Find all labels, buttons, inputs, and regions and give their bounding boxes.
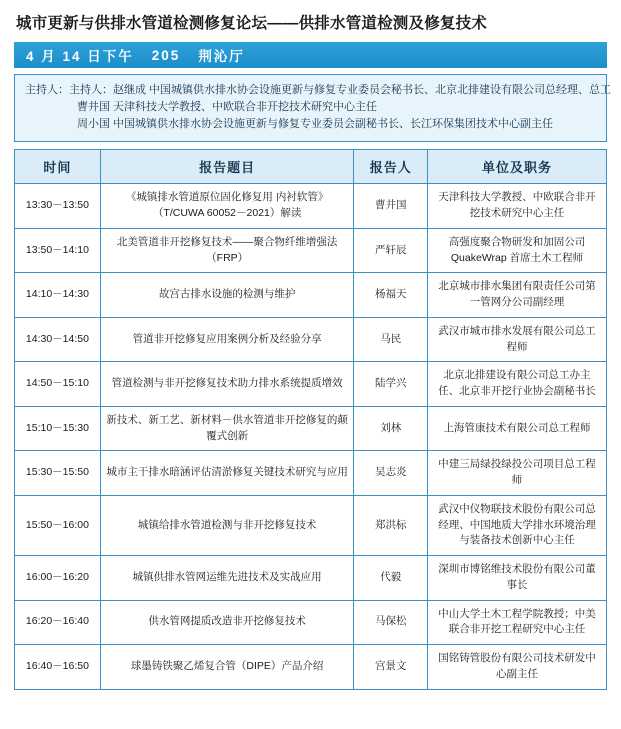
session-room-number: 205 (151, 47, 181, 63)
cell-speaker: 宫景文 (354, 645, 428, 690)
cell-time: 14:10－14:30 (15, 273, 101, 318)
cell-speaker: 曹井国 (354, 184, 428, 229)
cell-topic: 管道检测与非开挖修复技术助力排水系统提质增效 (100, 362, 354, 407)
session-room-name: 荆沁厅 (198, 49, 245, 65)
agenda-table (14, 149, 607, 689)
cell-speaker: 陆学兴 (354, 362, 428, 407)
cell-speaker: 代毅 (354, 556, 428, 601)
table-row (15, 556, 607, 601)
cell-topic: 城市主干排水暗涵评估清淤修复关键技术研究与应用 (100, 451, 354, 496)
cell-speaker: 杨福天 (354, 273, 428, 318)
table-row (15, 495, 607, 555)
cell-speaker: 吴志炎 (354, 451, 428, 496)
table-header-row (15, 150, 607, 184)
cell-topic: 城镇给排水管道检测与非开挖修复技术 (100, 495, 354, 555)
cell-time: 16:40－16:50 (15, 645, 101, 690)
column-header-organization: 单位及职务 (428, 150, 607, 184)
cell-topic: 北美管道非开挖修复技术——聚合物纤维增强法（FRP） (100, 228, 354, 273)
host-line-1: 主持人：主持人：赵继成 中国城镇供水排水协会设施更新与修复专业委员会秘书长、北京北排建设有限公司总经理、总工 (25, 84, 612, 97)
column-header-speaker: 报告人 (354, 150, 428, 184)
table-row (15, 406, 607, 451)
session-header-bar (14, 42, 607, 68)
cell-time: 15:10－15:30 (15, 406, 101, 451)
cell-organization: 高强度聚合物研发和加固公司QuakeWrap 首席土木工程师 (428, 228, 607, 273)
cell-organization: 中山大学土木工程学院教授；中美联合非开挖工程研究中心主任 (428, 600, 607, 645)
cell-time: 16:00－16:20 (15, 556, 101, 601)
table-row (15, 362, 607, 407)
cell-organization: 上海管康技术有限公司总工程师 (428, 406, 607, 451)
cell-organization: 武汉中仪物联技术股份有限公司总经理、中国地质大学排水环境治理与装备技术创新中心主任 (428, 495, 607, 555)
column-header-topic: 报告题目 (100, 150, 354, 184)
table-row (15, 184, 607, 229)
session-date: 4 月 14 日下午 (26, 49, 134, 65)
cell-topic: 故宫古排水设施的检测与维护 (100, 273, 354, 318)
page-title: 城市更新与供排水管道检测修复论坛——供排水管道检测及修复技术 (16, 15, 488, 32)
cell-time: 13:30－13:50 (15, 184, 101, 229)
table-row (15, 273, 607, 318)
column-header-time: 时间 (15, 150, 101, 184)
cell-speaker: 马保松 (354, 600, 428, 645)
cell-topic: 《城镇排水管道原位固化修复用 内衬软管》（T/CUWA 60052－2021）解读 (100, 184, 354, 229)
cell-organization: 北京北排建设有限公司总工办主任、北京非开挖行业协会副秘书长 (428, 362, 607, 407)
table-row (15, 317, 607, 362)
cell-topic: 供水管网提质改造非开挖修复技术 (100, 600, 354, 645)
cell-organization: 天津科技大学教授、中欧联合非开挖技术研究中心主任 (428, 184, 607, 229)
cell-organization: 深圳市博铭维技术股份有限公司董事长 (428, 556, 607, 601)
host-line-2: 曹井国 天津科技大学教授、中欧联合非开挖技术研究中心主任 (77, 101, 378, 114)
table-row (15, 228, 607, 273)
cell-speaker: 马民 (354, 317, 428, 362)
cell-time: 16:20－16:40 (15, 600, 101, 645)
cell-time: 14:30－14:50 (15, 317, 101, 362)
cell-speaker: 严轩辰 (354, 228, 428, 273)
table-row (15, 600, 607, 645)
cell-organization: 中建三局绿投绿投公司项目总工程师 (428, 451, 607, 496)
host-line-3: 周小国 中国城镇供水排水协会设施更新与修复专业委员会副秘书长、长江环保集团技术中心副主任 (77, 118, 554, 131)
cell-speaker: 刘林 (354, 406, 428, 451)
cell-time: 14:50－15:10 (15, 362, 101, 407)
hosts-box (14, 74, 612, 142)
cell-time: 15:50－16:00 (15, 495, 101, 555)
cell-organization: 武汉市城市排水发展有限公司总工程师 (428, 317, 607, 362)
cell-organization: 北京城市排水集团有限责任公司第一管网分公司副经理 (428, 273, 607, 318)
cell-organization: 国铭铸管股份有限公司技术研发中心副主任 (428, 645, 607, 690)
cell-topic: 城镇供排水管网运维先进技术及实战应用 (100, 556, 354, 601)
table-row (15, 451, 607, 496)
cell-topic: 管道非开挖修复应用案例分析及经验分享 (100, 317, 354, 362)
cell-time: 15:30－15:50 (15, 451, 101, 496)
cell-speaker: 郑洪标 (354, 495, 428, 555)
cell-topic: 新技术、新工艺、新材料－供水管道非开挖修复的颠覆式创新 (100, 406, 354, 451)
cell-time: 13:50－14:10 (15, 228, 101, 273)
cell-topic: 球墨铸铁聚乙烯复合管（DIPE）产品介绍 (100, 645, 354, 690)
table-row (15, 645, 607, 690)
